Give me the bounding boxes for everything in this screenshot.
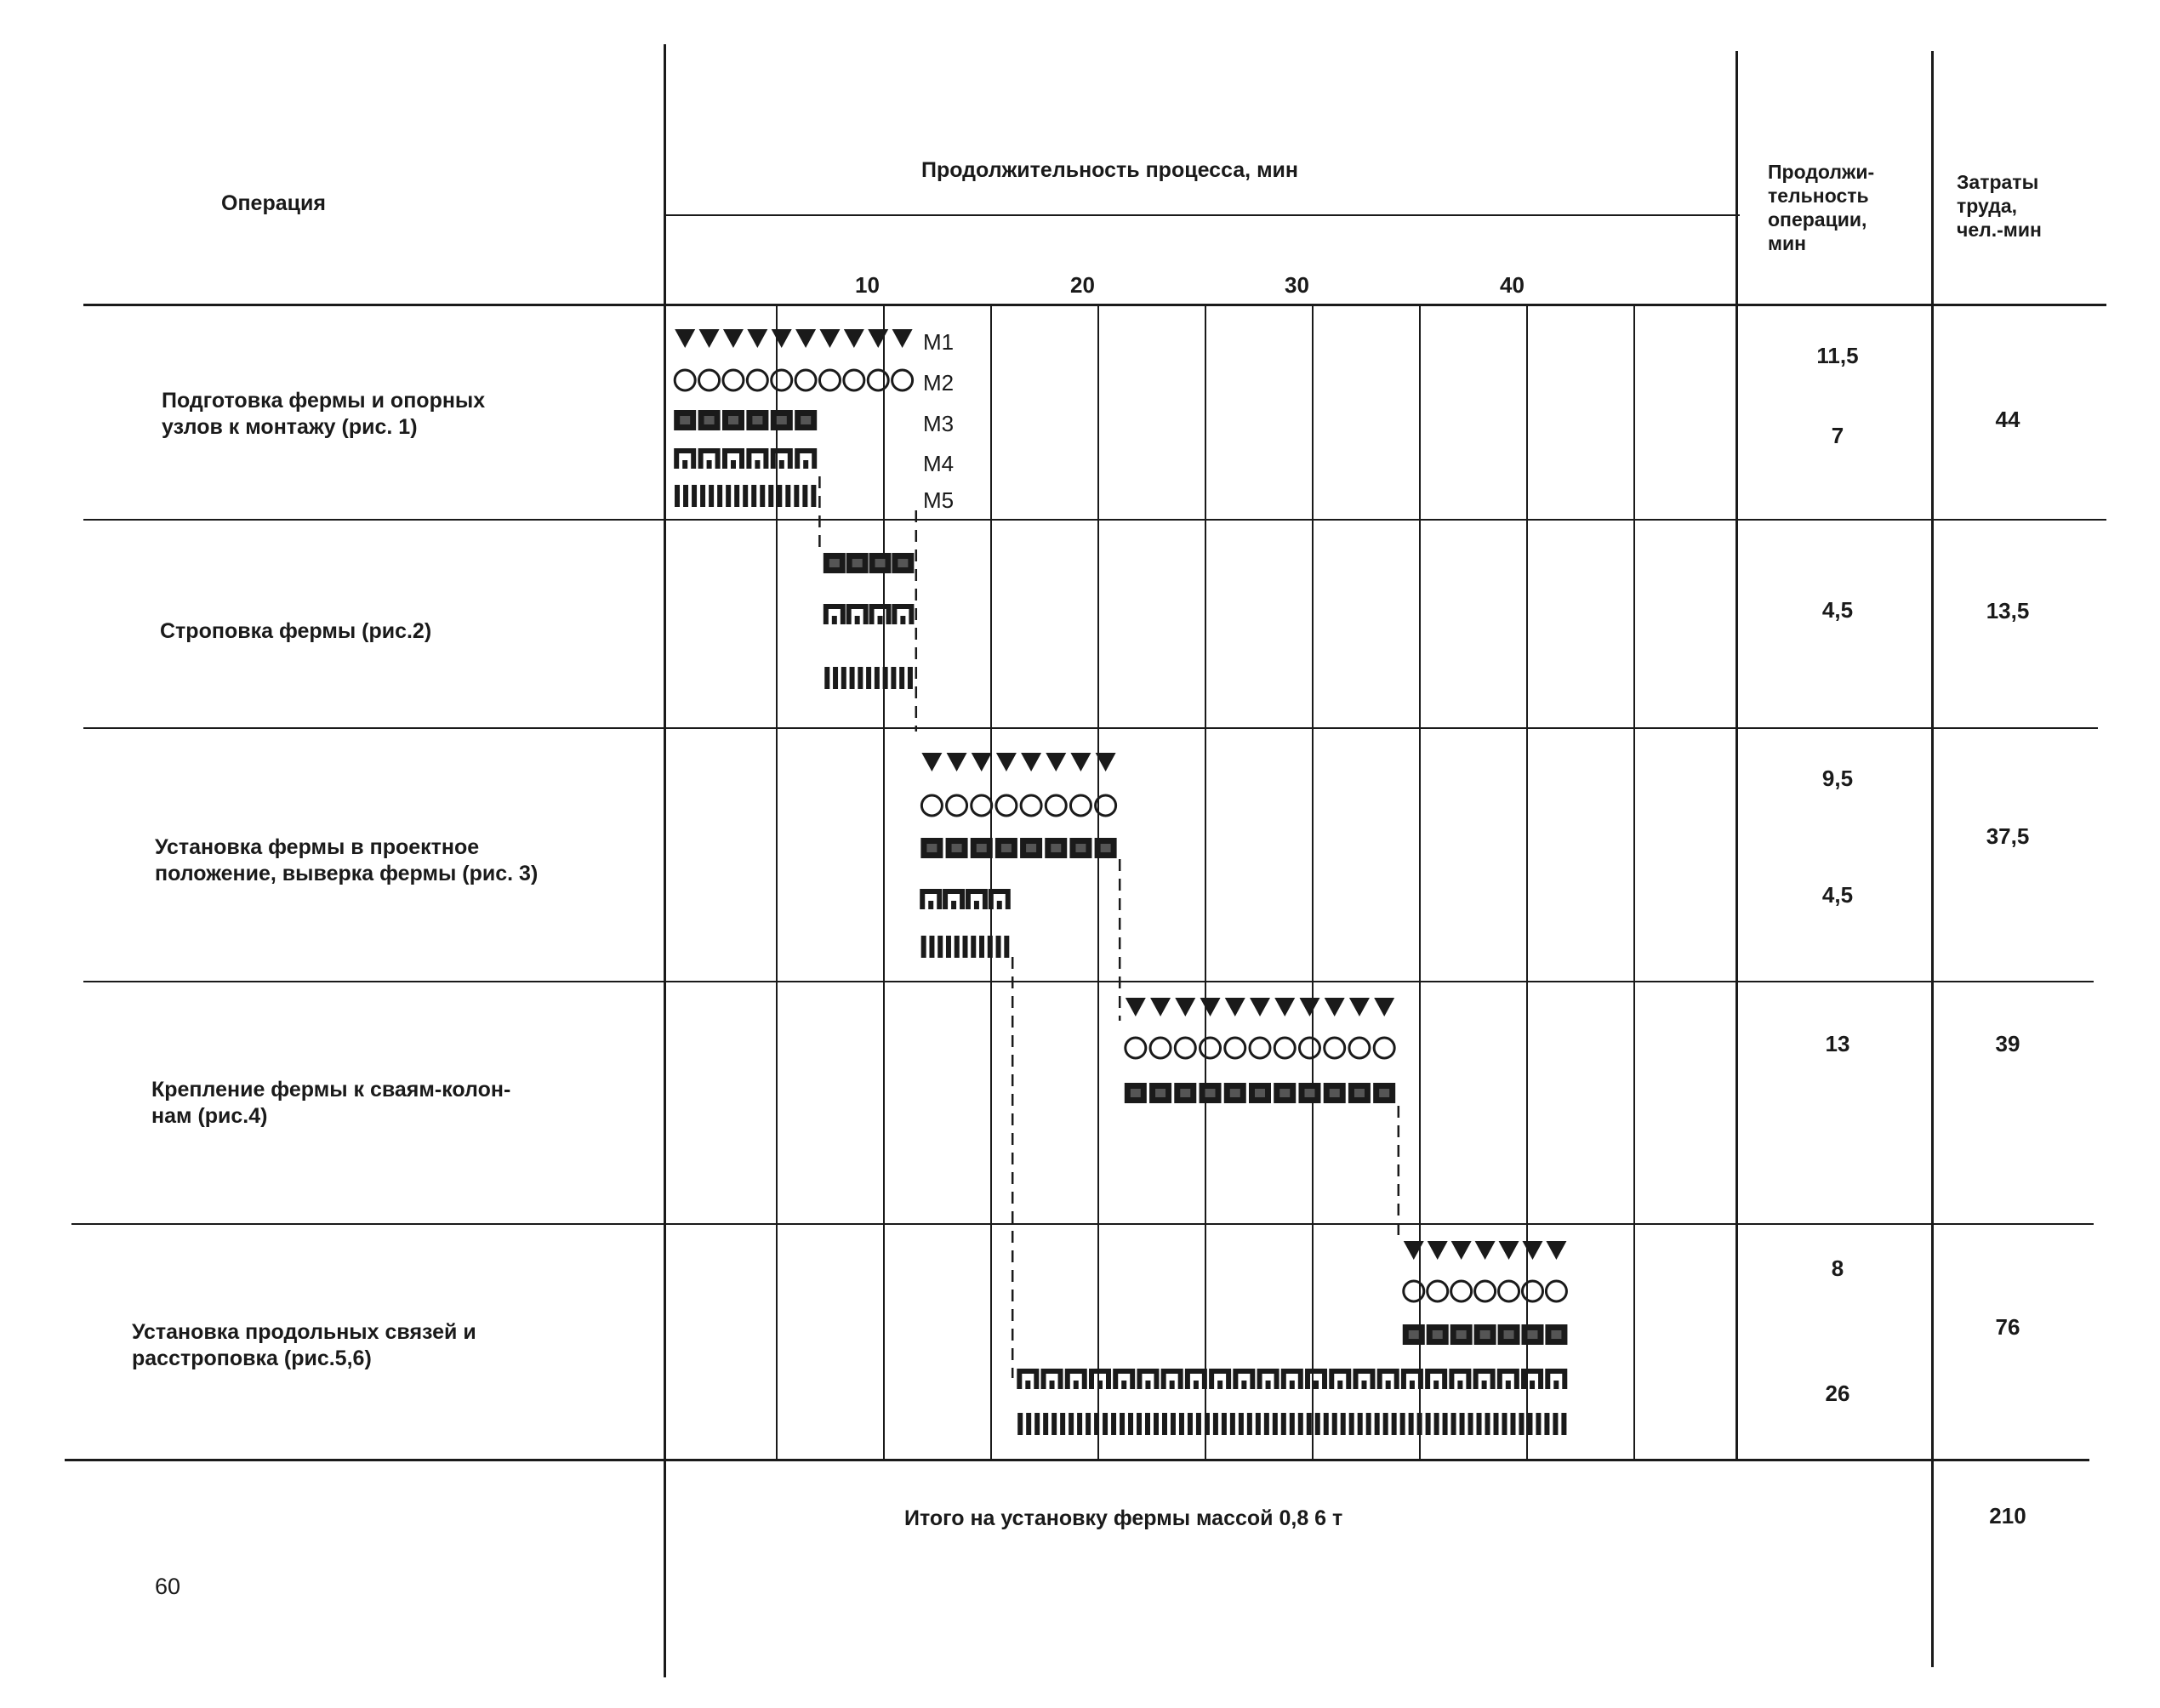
task-20-marker-46 [1409,1413,1414,1435]
task-20-marker-12 [1120,1413,1125,1435]
task-13-marker-0 [1126,998,1146,1016]
task-19-marker-3 [1089,1369,1111,1389]
task-16-marker-4 [1499,1241,1519,1260]
task-20-marker-40 [1358,1413,1363,1435]
task-20-marker-33 [1298,1413,1303,1435]
operation-2: Строповка фермы (рис.2) [160,619,432,643]
worker-label-m4: M4 [923,451,955,476]
task-20-marker-50 [1443,1413,1448,1435]
task-20-marker-52 [1460,1413,1465,1435]
task-14-marker-3 [1200,1038,1221,1058]
task-13-marker-4 [1225,998,1245,1016]
task-7-marker-9 [899,667,904,689]
header-process-duration: Продолжительность процесса, мин [921,158,1299,182]
task-5-marker-2 [869,553,892,573]
task-19-marker-19 [1473,1369,1496,1389]
task-8-marker-6 [1070,753,1091,771]
task-20-marker-53 [1468,1413,1473,1435]
task-17-marker-3 [1475,1281,1496,1301]
task-3-marker-0 [674,448,696,469]
task-20-marker-18 [1171,1413,1176,1435]
task-4-marker-3 [700,485,705,507]
task-6-marker-3 [892,604,914,624]
duration-1b: 7 [1831,423,1844,448]
task-8-marker-0 [921,753,942,771]
task-10-marker-4 [1020,838,1042,858]
tick-20: 20 [1070,272,1095,298]
task-12-marker-7 [979,936,984,958]
task-14-marker-6 [1274,1038,1295,1058]
task-18-marker-3 [1474,1324,1496,1345]
task-4-marker-12 [777,485,782,507]
task-19-marker-7 [1185,1369,1207,1389]
task-7-marker-0 [824,667,829,689]
duration-4a: 13 [1825,1031,1850,1056]
task-9-marker-3 [996,795,1017,816]
task-12-marker-4 [955,936,960,958]
task-4-marker-10 [760,485,765,507]
task-14-marker-0 [1126,1038,1146,1058]
task-12-marker-9 [996,936,1001,958]
task-15-marker-10 [1373,1083,1395,1103]
labor-5: 76 [1995,1314,2020,1340]
task-2-marker-1 [698,410,721,430]
task-15-marker-8 [1324,1083,1346,1103]
worker-label-m1: M1 [923,329,955,355]
task-12-marker-6 [971,936,976,958]
task-10-marker-2 [971,838,993,858]
task-3-marker-4 [771,448,793,469]
task-9-marker-5 [1046,795,1066,816]
tick-10: 10 [855,272,880,298]
task-20-marker-9 [1094,1413,1099,1435]
task-20-marker-26 [1239,1413,1244,1435]
task-15-marker-5 [1249,1083,1271,1103]
task-17-marker-0 [1404,1281,1424,1301]
task-20-marker-62 [1544,1413,1549,1435]
task-15-marker-2 [1174,1083,1196,1103]
task-4-marker-11 [768,485,773,507]
task-3-marker-2 [722,448,744,469]
task-12-marker-5 [963,936,968,958]
task-12-marker-2 [938,936,943,958]
task-20-marker-49 [1434,1413,1439,1435]
task-2-marker-3 [746,410,768,430]
task-16-marker-1 [1428,1241,1448,1260]
task-20-marker-38 [1341,1413,1346,1435]
tick-40: 40 [1500,272,1525,298]
task-16-marker-5 [1522,1241,1542,1260]
task-19-marker-18 [1449,1369,1471,1389]
task-20-marker-42 [1375,1413,1380,1435]
task-19-marker-9 [1233,1369,1255,1389]
task-16-marker-3 [1475,1241,1496,1260]
task-1-marker-8 [868,370,888,390]
task-14-marker-5 [1250,1038,1270,1058]
task-20-marker-48 [1426,1413,1431,1435]
task-4-marker-9 [751,485,756,507]
task-1-marker-1 [699,370,720,390]
task-20-marker-19 [1179,1413,1184,1435]
task-20-marker-27 [1247,1413,1252,1435]
task-16-marker-0 [1404,1241,1424,1260]
task-20-marker-8 [1086,1413,1091,1435]
task-4-marker-16 [811,485,816,507]
task-7-marker-3 [850,667,855,689]
task-18-marker-1 [1427,1324,1449,1345]
task-15-marker-9 [1348,1083,1371,1103]
task-20-marker-5 [1060,1413,1065,1435]
task-14-marker-4 [1225,1038,1245,1058]
task-19-marker-0 [1017,1369,1039,1389]
task-19-marker-5 [1137,1369,1159,1389]
task-4-marker-15 [802,485,807,507]
task-10-marker-1 [946,838,968,858]
task-8-marker-2 [972,753,992,771]
task-7-marker-6 [875,667,880,689]
operation-3: Установка фермы в проектное положение, выверка фермы (рис. 3) [155,835,539,885]
task-20-marker-58 [1510,1413,1515,1435]
worker-label-m5: M5 [923,487,955,513]
task-9-marker-1 [947,795,967,816]
task-4-marker-1 [683,485,688,507]
task-12-marker-10 [1004,936,1009,958]
task-19-marker-20 [1497,1369,1519,1389]
task-11-marker-1 [943,889,965,909]
labor-1: 44 [1995,407,2020,432]
task-20-marker-13 [1128,1413,1133,1435]
duration-2a: 4,5 [1821,597,1854,623]
task-7-marker-10 [908,667,913,689]
task-18-marker-6 [1545,1324,1567,1345]
header-op-duration: Продолжи- тельность операции, мин [1768,161,1875,254]
task-2-marker-0 [674,410,696,430]
task-15-marker-7 [1298,1083,1320,1103]
duration-3a: 9,5 [1821,766,1854,791]
labor-2: 13,5 [1986,598,2030,623]
task-20-marker-10 [1103,1413,1108,1435]
task-1-marker-0 [675,370,695,390]
operation-4: Крепление фермы к сваям-колон- нам (рис.4) [151,1078,511,1128]
task-20-marker-47 [1417,1413,1422,1435]
task-10-marker-7 [1095,838,1117,858]
task-20-marker-60 [1527,1413,1532,1435]
task-20-marker-7 [1077,1413,1082,1435]
task-1-marker-6 [819,370,840,390]
task-6-marker-1 [846,604,869,624]
task-19-marker-4 [1113,1369,1135,1389]
labor-4: 39 [1995,1031,2020,1056]
task-8-marker-1 [947,753,967,771]
task-8-marker-4 [1021,753,1041,771]
task-4-marker-8 [743,485,748,507]
task-20-marker-24 [1222,1413,1227,1435]
task-15-marker-4 [1224,1083,1246,1103]
task-3-marker-3 [746,448,768,469]
task-17-marker-2 [1451,1281,1472,1301]
task-20-marker-25 [1230,1413,1235,1435]
task-11-marker-3 [989,889,1011,909]
task-6-marker-0 [824,604,846,624]
task-1-marker-4 [772,370,792,390]
task-19-marker-15 [1377,1369,1399,1389]
task-17-marker-5 [1522,1281,1542,1301]
task-11-marker-2 [966,889,988,909]
task-2-marker-4 [771,410,793,430]
duration-3b: 4,5 [1821,882,1854,908]
task-20-marker-43 [1383,1413,1388,1435]
task-12-marker-1 [929,936,934,958]
task-18-marker-0 [1403,1324,1425,1345]
task-13-marker-8 [1325,998,1345,1016]
task-14-marker-9 [1349,1038,1370,1058]
task-5-marker-3 [892,553,914,573]
task-11-marker-0 [920,889,942,909]
task-20-marker-55 [1485,1413,1490,1435]
task-12-marker-8 [988,936,993,958]
task-20-marker-56 [1494,1413,1499,1435]
task-20-marker-29 [1264,1413,1269,1435]
task-19-marker-1 [1041,1369,1063,1389]
task-3-marker-5 [795,448,817,469]
task-0-marker-2 [723,329,744,348]
task-13-marker-2 [1175,998,1195,1016]
task-20-marker-31 [1281,1413,1286,1435]
task-0-marker-1 [699,329,720,348]
task-1-marker-2 [723,370,744,390]
task-9-marker-4 [1021,795,1041,816]
task-20-marker-54 [1477,1413,1482,1435]
task-2-marker-5 [795,410,817,430]
task-20-marker-51 [1451,1413,1456,1435]
labor-3: 37,5 [1986,823,2030,849]
task-19-marker-6 [1161,1369,1183,1389]
task-7-marker-5 [866,667,871,689]
task-19-marker-14 [1353,1369,1375,1389]
task-17-marker-6 [1546,1281,1566,1301]
task-14-marker-8 [1325,1038,1345,1058]
task-17-marker-1 [1428,1281,1448,1301]
task-19-marker-17 [1425,1369,1447,1389]
task-13-marker-5 [1250,998,1270,1016]
task-20-marker-21 [1196,1413,1201,1435]
task-10-marker-5 [1045,838,1067,858]
task-20-marker-14 [1137,1413,1142,1435]
task-19-marker-2 [1065,1369,1087,1389]
page-number: 60 [155,1574,181,1599]
task-7-marker-8 [891,667,896,689]
task-20-marker-6 [1069,1413,1074,1435]
task-0-marker-8 [868,329,888,348]
task-20-marker-63 [1553,1413,1558,1435]
task-19-marker-8 [1209,1369,1231,1389]
task-16-marker-6 [1546,1241,1566,1260]
task-10-marker-3 [995,838,1017,858]
task-5-marker-0 [824,553,846,573]
task-4-marker-7 [734,485,739,507]
task-20-marker-45 [1400,1413,1405,1435]
task-7-marker-4 [858,667,863,689]
task-20-marker-36 [1324,1413,1329,1435]
task-8-marker-3 [996,753,1017,771]
task-15-marker-6 [1274,1083,1296,1103]
task-20-marker-11 [1111,1413,1116,1435]
task-19-marker-12 [1305,1369,1327,1389]
operation-5: Установка продольных связей и расстроповка (рис.5,6) [132,1320,476,1370]
task-9-marker-2 [972,795,992,816]
task-20-marker-4 [1052,1413,1057,1435]
task-4-marker-14 [794,485,799,507]
duration-5b: 26 [1825,1381,1850,1406]
task-20-marker-39 [1349,1413,1354,1435]
task-20-marker-32 [1290,1413,1295,1435]
task-20-marker-15 [1145,1413,1150,1435]
task-20-marker-17 [1162,1413,1167,1435]
task-20-marker-35 [1315,1413,1320,1435]
task-3-marker-1 [698,448,721,469]
task-0-marker-4 [772,329,792,348]
tick-30: 30 [1285,272,1309,298]
task-13-marker-1 [1150,998,1171,1016]
task-4-marker-13 [785,485,790,507]
worker-label-m3: M3 [923,411,955,436]
task-20-marker-0 [1017,1413,1023,1435]
task-20-marker-22 [1205,1413,1210,1435]
task-1-marker-7 [844,370,864,390]
task-0-marker-6 [819,329,840,348]
task-19-marker-22 [1545,1369,1567,1389]
task-0-marker-7 [844,329,864,348]
task-14-marker-7 [1299,1038,1319,1058]
header-labor: Затраты труда, чел.-мин [1957,171,2042,241]
task-13-marker-10 [1374,998,1394,1016]
task-19-marker-10 [1257,1369,1279,1389]
task-20-marker-3 [1043,1413,1048,1435]
task-7-marker-2 [841,667,846,689]
duration-5a: 8 [1831,1255,1844,1281]
task-13-marker-7 [1299,998,1319,1016]
task-18-marker-5 [1521,1324,1543,1345]
task-19-marker-21 [1521,1369,1543,1389]
task-16-marker-2 [1451,1241,1472,1260]
task-13-marker-3 [1200,998,1221,1016]
total-labor: 210 [1989,1503,2026,1529]
task-19-marker-13 [1329,1369,1351,1389]
task-20-marker-41 [1366,1413,1371,1435]
task-20-marker-37 [1332,1413,1337,1435]
task-13-marker-6 [1274,998,1295,1016]
task-1-marker-9 [892,370,913,390]
task-15-marker-1 [1149,1083,1171,1103]
task-19-marker-16 [1401,1369,1423,1389]
task-20-marker-30 [1273,1413,1278,1435]
task-4-marker-6 [726,485,731,507]
task-14-marker-1 [1150,1038,1171,1058]
task-18-marker-4 [1498,1324,1520,1345]
task-20-marker-61 [1536,1413,1541,1435]
task-20-marker-59 [1519,1413,1524,1435]
task-7-marker-1 [833,667,838,689]
task-1-marker-3 [747,370,767,390]
task-14-marker-10 [1374,1038,1394,1058]
task-14-marker-2 [1175,1038,1195,1058]
task-1-marker-5 [795,370,816,390]
task-4-marker-2 [692,485,697,507]
total-label: Итого на установку фермы массой 0,8 6 т [904,1506,1343,1530]
task-0-marker-3 [747,329,767,348]
task-9-marker-0 [921,795,942,816]
task-20-marker-23 [1213,1413,1218,1435]
task-20-marker-1 [1026,1413,1031,1435]
worker-label-m2: M2 [923,370,955,396]
task-10-marker-0 [920,838,943,858]
task-4-marker-0 [675,485,680,507]
task-2-marker-2 [722,410,744,430]
task-20-marker-44 [1392,1413,1397,1435]
task-13-marker-9 [1349,998,1370,1016]
task-0-marker-0 [675,329,695,348]
task-9-marker-6 [1070,795,1091,816]
task-18-marker-2 [1450,1324,1473,1345]
task-20-marker-2 [1034,1413,1040,1435]
task-20-marker-64 [1561,1413,1566,1435]
task-7-marker-7 [883,667,888,689]
task-4-marker-4 [709,485,714,507]
task-8-marker-5 [1046,753,1066,771]
task-0-marker-5 [795,329,816,348]
task-20-marker-34 [1307,1413,1312,1435]
task-15-marker-0 [1125,1083,1147,1103]
task-0-marker-9 [892,329,913,348]
task-20-marker-57 [1502,1413,1507,1435]
operation-1: Подготовка фермы и опорных узлов к монтажу (рис. 1) [162,389,486,439]
duration-1a: 11,5 [1816,343,1859,368]
task-15-marker-3 [1200,1083,1222,1103]
task-20-marker-16 [1154,1413,1159,1435]
task-12-marker-0 [921,936,926,958]
task-5-marker-1 [846,553,869,573]
task-6-marker-2 [869,604,892,624]
task-20-marker-20 [1188,1413,1193,1435]
task-19-marker-11 [1281,1369,1303,1389]
task-12-marker-3 [946,936,951,958]
task-20-marker-28 [1256,1413,1261,1435]
header-operation: Операция [221,191,326,215]
task-4-marker-5 [717,485,722,507]
task-10-marker-6 [1069,838,1091,858]
task-17-marker-4 [1499,1281,1519,1301]
